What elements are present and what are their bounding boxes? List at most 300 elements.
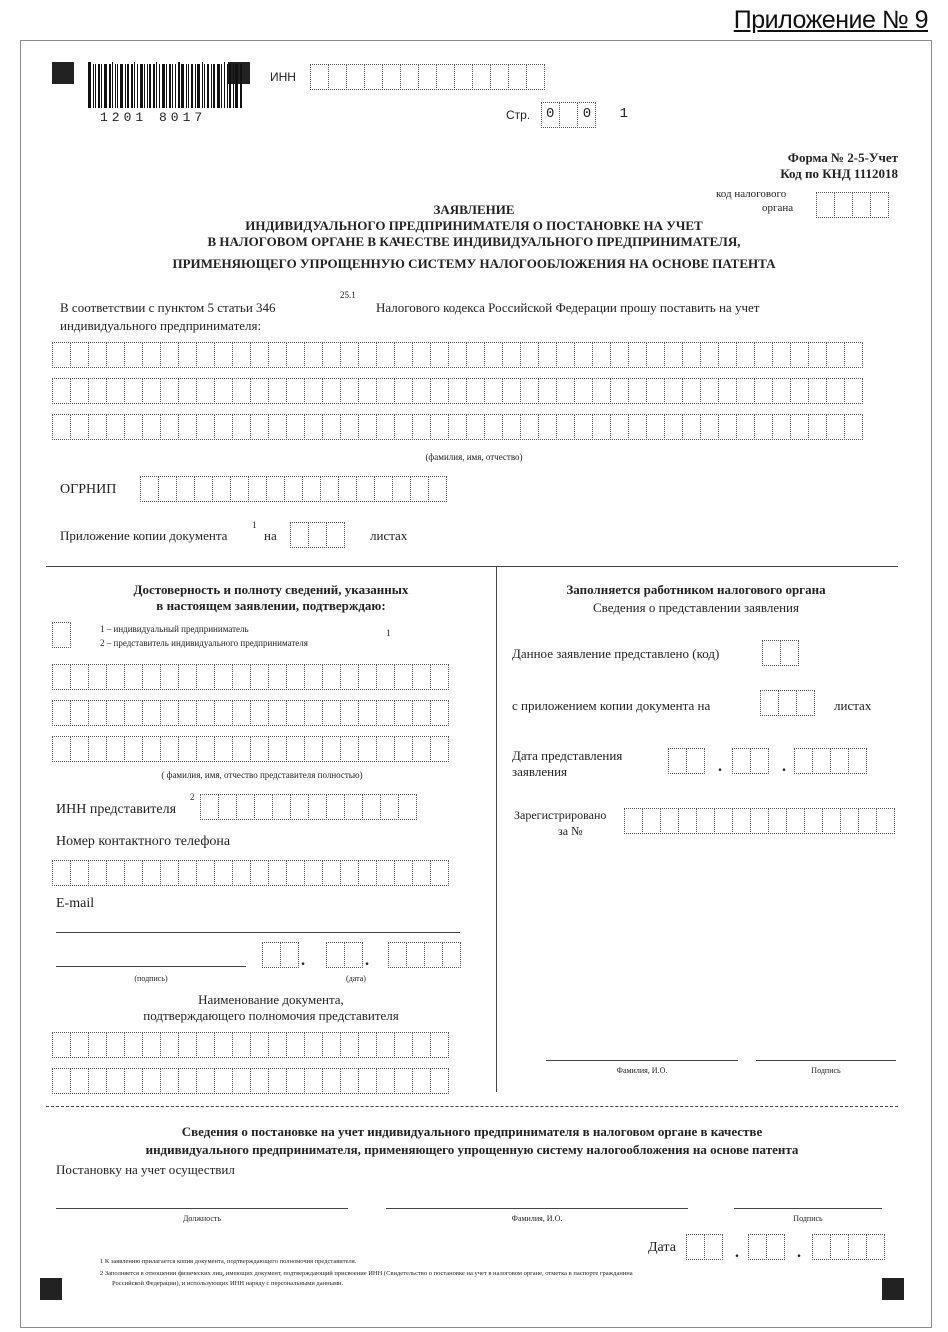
form-cell[interactable] <box>484 378 503 404</box>
form-cell[interactable] <box>142 378 161 404</box>
form-cell[interactable] <box>718 414 737 440</box>
form-cell[interactable] <box>142 1068 161 1094</box>
form-cell[interactable] <box>88 664 107 690</box>
form-cell[interactable] <box>196 378 215 404</box>
form-cell[interactable] <box>232 860 251 886</box>
form-cell[interactable] <box>682 342 701 368</box>
form-cell[interactable] <box>52 622 71 648</box>
form-cell[interactable] <box>574 378 593 404</box>
form-cell[interactable] <box>194 476 213 502</box>
form-cell[interactable] <box>304 664 323 690</box>
form-cell[interactable] <box>448 414 467 440</box>
right-date-month[interactable] <box>732 748 768 774</box>
form-cell[interactable] <box>196 1032 215 1058</box>
form-cell[interactable] <box>232 378 251 404</box>
form-cell[interactable] <box>502 378 521 404</box>
form-cell[interactable] <box>394 700 413 726</box>
form-cell[interactable] <box>196 736 215 762</box>
form-cell[interactable] <box>304 378 323 404</box>
form-cell[interactable] <box>142 1032 161 1058</box>
form-cell[interactable] <box>808 414 827 440</box>
form-cell[interactable] <box>466 414 485 440</box>
form-cell[interactable] <box>436 64 455 90</box>
form-cell[interactable] <box>398 794 417 820</box>
form-cell[interactable] <box>358 342 377 368</box>
form-cell[interactable] <box>754 414 773 440</box>
inn-rep-cells[interactable] <box>200 794 416 820</box>
form-cell[interactable] <box>232 1068 251 1094</box>
form-cell[interactable] <box>268 700 287 726</box>
form-cell[interactable] <box>356 476 375 502</box>
form-cell[interactable] <box>178 664 197 690</box>
form-cell[interactable] <box>732 748 751 774</box>
form-cell[interactable] <box>52 414 71 440</box>
form-cell[interactable] <box>772 342 791 368</box>
form-cell[interactable] <box>232 736 251 762</box>
form-cell[interactable] <box>232 664 251 690</box>
form-cell[interactable] <box>178 860 197 886</box>
form-cell[interactable] <box>732 808 751 834</box>
form-cell[interactable] <box>124 378 143 404</box>
form-cell[interactable] <box>778 690 797 716</box>
form-cell[interactable] <box>790 414 809 440</box>
form-cell[interactable] <box>310 64 329 90</box>
form-cell[interactable] <box>556 342 575 368</box>
form-cell[interactable] <box>232 342 251 368</box>
form-cell[interactable] <box>290 794 309 820</box>
form-cell[interactable] <box>812 1234 831 1260</box>
form-cell[interactable] <box>394 414 413 440</box>
form-cell[interactable] <box>160 700 179 726</box>
form-cell[interactable] <box>212 476 231 502</box>
form-cell[interactable] <box>430 1032 449 1058</box>
form-cell[interactable] <box>766 1234 785 1260</box>
form-cell[interactable] <box>748 1234 767 1260</box>
form-cell[interactable] <box>340 414 359 440</box>
doc-name-row-2[interactable] <box>52 1068 448 1094</box>
form-cell[interactable] <box>52 736 71 762</box>
form-cell[interactable] <box>70 700 89 726</box>
form-cell[interactable] <box>142 736 161 762</box>
right-sheets-cells[interactable] <box>760 690 814 716</box>
form-cell[interactable] <box>320 476 339 502</box>
form-cell[interactable] <box>304 342 323 368</box>
form-cell[interactable] <box>304 1068 323 1094</box>
form-cell[interactable] <box>484 342 503 368</box>
form-cell[interactable] <box>266 476 285 502</box>
form-cell[interactable] <box>682 414 701 440</box>
form-cell[interactable] <box>772 378 791 404</box>
right-date-year[interactable] <box>794 748 866 774</box>
form-cell[interactable] <box>664 342 683 368</box>
form-cell[interactable] <box>526 64 545 90</box>
form-cell[interactable] <box>52 342 71 368</box>
form-cell[interactable] <box>142 342 161 368</box>
doc-name-row-1[interactable] <box>52 1032 448 1058</box>
form-cell[interactable] <box>322 860 341 886</box>
form-cell[interactable] <box>430 736 449 762</box>
registration-number-cells[interactable] <box>624 808 894 834</box>
form-cell[interactable] <box>200 794 219 820</box>
form-cell[interactable] <box>412 736 431 762</box>
form-cell[interactable] <box>400 64 419 90</box>
right-date-day[interactable] <box>668 748 704 774</box>
form-cell[interactable] <box>262 942 281 968</box>
form-cell[interactable] <box>358 736 377 762</box>
form-cell[interactable] <box>326 942 345 968</box>
form-cell[interactable] <box>88 736 107 762</box>
form-cell[interactable] <box>430 378 449 404</box>
form-cell[interactable] <box>364 64 383 90</box>
form-cell[interactable] <box>848 748 867 774</box>
form-cell[interactable] <box>382 64 401 90</box>
form-cell[interactable] <box>394 860 413 886</box>
form-cell[interactable] <box>284 476 303 502</box>
form-cell[interactable] <box>322 378 341 404</box>
form-cell[interactable] <box>268 664 287 690</box>
form-cell[interactable] <box>340 664 359 690</box>
form-cell[interactable] <box>804 808 823 834</box>
form-cell[interactable] <box>454 64 473 90</box>
form-cell[interactable] <box>160 664 179 690</box>
form-cell[interactable] <box>124 736 143 762</box>
form-cell[interactable] <box>412 342 431 368</box>
form-cell[interactable] <box>124 700 143 726</box>
form-cell[interactable] <box>538 414 557 440</box>
form-cell[interactable] <box>704 1234 723 1260</box>
form-cell[interactable] <box>772 414 791 440</box>
form-cell[interactable] <box>830 748 849 774</box>
form-cell[interactable] <box>394 378 413 404</box>
form-cell[interactable] <box>448 342 467 368</box>
form-cell[interactable] <box>358 1032 377 1058</box>
form-cell[interactable] <box>794 748 813 774</box>
form-cell[interactable] <box>826 414 845 440</box>
form-cell[interactable] <box>430 342 449 368</box>
form-cell[interactable] <box>322 736 341 762</box>
form-cell[interactable] <box>466 342 485 368</box>
form-cell[interactable] <box>232 414 251 440</box>
form-cell[interactable] <box>88 342 107 368</box>
form-cell[interactable] <box>268 1068 287 1094</box>
form-cell[interactable] <box>196 664 215 690</box>
phone-cells[interactable] <box>52 860 448 886</box>
form-cell[interactable] <box>214 700 233 726</box>
form-cell[interactable] <box>790 342 809 368</box>
form-cell[interactable] <box>214 378 233 404</box>
form-cell[interactable] <box>412 414 431 440</box>
form-cell[interactable] <box>346 64 365 90</box>
form-cell[interactable] <box>88 378 107 404</box>
form-cell[interactable] <box>304 414 323 440</box>
form-cell[interactable] <box>628 342 647 368</box>
form-cell[interactable] <box>844 414 863 440</box>
form-cell[interactable] <box>682 378 701 404</box>
form-cell[interactable] <box>686 748 705 774</box>
form-cell[interactable] <box>340 1032 359 1058</box>
confirm-type-cell[interactable] <box>52 622 70 648</box>
form-cell[interactable] <box>866 1234 885 1260</box>
form-cell[interactable] <box>762 640 781 666</box>
form-cell[interactable] <box>70 378 89 404</box>
form-cell[interactable] <box>844 378 863 404</box>
form-cell[interactable] <box>808 378 827 404</box>
form-cell[interactable] <box>538 342 557 368</box>
form-cell[interactable] <box>106 700 125 726</box>
form-cell[interactable] <box>304 860 323 886</box>
form-cell[interactable] <box>412 860 431 886</box>
form-cell[interactable] <box>646 342 665 368</box>
form-cell[interactable] <box>388 942 407 968</box>
form-cell[interactable] <box>844 342 863 368</box>
form-cell[interactable] <box>142 414 161 440</box>
form-cell[interactable] <box>250 664 269 690</box>
form-cell[interactable] <box>796 690 815 716</box>
form-cell[interactable] <box>412 1032 431 1058</box>
form-cell[interactable] <box>448 378 467 404</box>
form-cell[interactable] <box>176 476 195 502</box>
form-cell[interactable] <box>466 378 485 404</box>
form-cell[interactable] <box>52 378 71 404</box>
form-cell[interactable] <box>268 342 287 368</box>
form-cell[interactable] <box>394 664 413 690</box>
form-cell[interactable] <box>88 414 107 440</box>
form-cell[interactable] <box>380 794 399 820</box>
form-cell[interactable] <box>686 1234 705 1260</box>
rep-fio-row-3[interactable] <box>52 736 448 762</box>
form-cell[interactable] <box>214 1068 233 1094</box>
form-cell[interactable] <box>248 476 267 502</box>
form-cell[interactable] <box>736 342 755 368</box>
form-cell[interactable] <box>52 1068 71 1094</box>
form-cell[interactable] <box>106 1032 125 1058</box>
form-cell[interactable] <box>520 378 539 404</box>
form-cell[interactable] <box>250 700 269 726</box>
form-cell[interactable] <box>326 794 345 820</box>
form-cell[interactable] <box>556 414 575 440</box>
form-cell[interactable] <box>302 476 321 502</box>
form-cell[interactable] <box>430 1068 449 1094</box>
form-cell[interactable] <box>286 414 305 440</box>
form-cell[interactable] <box>322 1032 341 1058</box>
form-cell[interactable] <box>214 342 233 368</box>
form-cell[interactable] <box>362 794 381 820</box>
form-cell[interactable] <box>272 794 291 820</box>
form-cell[interactable] <box>424 942 443 968</box>
form-cell[interactable] <box>406 942 425 968</box>
form-cell[interactable] <box>70 736 89 762</box>
form-cell[interactable] <box>338 476 357 502</box>
form-cell[interactable] <box>754 378 773 404</box>
form-cell[interactable] <box>124 342 143 368</box>
form-cell[interactable] <box>322 664 341 690</box>
form-cell[interactable] <box>574 342 593 368</box>
form-cell[interactable] <box>718 378 737 404</box>
form-cell[interactable] <box>822 808 841 834</box>
form-cell[interactable] <box>830 1234 849 1260</box>
rep-fio-row-2[interactable] <box>52 700 448 726</box>
form-cell[interactable] <box>876 808 895 834</box>
form-cell[interactable] <box>254 794 273 820</box>
attachment-sheets-cells[interactable] <box>290 522 344 548</box>
form-cell[interactable] <box>760 690 779 716</box>
form-cell[interactable] <box>358 700 377 726</box>
form-cell[interactable] <box>520 414 539 440</box>
form-cell[interactable] <box>826 378 845 404</box>
bottom-date-month[interactable] <box>748 1234 784 1260</box>
form-cell[interactable] <box>106 664 125 690</box>
form-cell[interactable] <box>124 664 143 690</box>
form-cell[interactable] <box>268 860 287 886</box>
form-cell[interactable] <box>410 476 429 502</box>
form-cell[interactable] <box>250 1032 269 1058</box>
form-cell[interactable] <box>250 414 269 440</box>
bottom-date-year[interactable] <box>812 1234 884 1260</box>
form-cell[interactable] <box>268 378 287 404</box>
form-cell[interactable] <box>376 736 395 762</box>
form-cell[interactable] <box>678 808 697 834</box>
form-cell[interactable] <box>106 378 125 404</box>
form-cell[interactable] <box>790 378 809 404</box>
form-cell[interactable] <box>696 808 715 834</box>
form-cell[interactable] <box>848 1234 867 1260</box>
fio-row-3[interactable] <box>52 414 862 440</box>
form-cell[interactable] <box>412 700 431 726</box>
form-cell[interactable] <box>556 378 575 404</box>
form-cell[interactable] <box>52 860 71 886</box>
form-cell[interactable] <box>178 1068 197 1094</box>
form-cell[interactable] <box>160 1068 179 1094</box>
form-cell[interactable] <box>196 860 215 886</box>
left-date-year[interactable] <box>388 942 460 968</box>
form-cell[interactable] <box>88 1032 107 1058</box>
form-cell[interactable] <box>428 476 447 502</box>
form-cell[interactable] <box>124 1032 143 1058</box>
form-cell[interactable] <box>736 414 755 440</box>
form-cell[interactable] <box>250 342 269 368</box>
form-cell[interactable] <box>394 736 413 762</box>
form-cell[interactable] <box>178 414 197 440</box>
form-cell[interactable] <box>286 736 305 762</box>
form-cell[interactable] <box>106 342 125 368</box>
form-cell[interactable] <box>308 794 327 820</box>
form-cell[interactable] <box>358 378 377 404</box>
form-cell[interactable] <box>660 808 679 834</box>
form-cell[interactable] <box>304 1032 323 1058</box>
form-cell[interactable] <box>610 378 629 404</box>
form-cell[interactable] <box>178 1032 197 1058</box>
form-cell[interactable] <box>158 476 177 502</box>
form-cell[interactable] <box>538 378 557 404</box>
form-cell[interactable] <box>196 414 215 440</box>
form-cell[interactable] <box>376 1068 395 1094</box>
form-cell[interactable] <box>642 808 661 834</box>
form-cell[interactable] <box>70 1032 89 1058</box>
form-cell[interactable] <box>52 700 71 726</box>
form-cell[interactable] <box>376 414 395 440</box>
form-cell[interactable] <box>808 342 827 368</box>
form-cell[interactable] <box>328 64 347 90</box>
form-cell[interactable] <box>160 342 179 368</box>
form-cell[interactable] <box>124 860 143 886</box>
form-cell[interactable] <box>392 476 411 502</box>
form-cell[interactable] <box>286 378 305 404</box>
form-cell[interactable] <box>484 414 503 440</box>
form-cell[interactable] <box>442 942 461 968</box>
form-cell[interactable] <box>376 700 395 726</box>
form-cell[interactable] <box>70 664 89 690</box>
form-cell[interactable] <box>106 736 125 762</box>
ogrnip-cells[interactable] <box>140 476 446 502</box>
form-cell[interactable] <box>106 414 125 440</box>
form-cell[interactable] <box>236 794 255 820</box>
form-cell[interactable] <box>520 342 539 368</box>
form-cell[interactable] <box>394 1068 413 1094</box>
fio-row-1[interactable] <box>52 342 862 368</box>
form-cell[interactable] <box>664 378 683 404</box>
form-cell[interactable] <box>502 342 521 368</box>
form-cell[interactable] <box>610 342 629 368</box>
form-cell[interactable] <box>106 1068 125 1094</box>
form-cell[interactable] <box>628 378 647 404</box>
form-cell[interactable] <box>754 342 773 368</box>
form-cell[interactable] <box>508 64 527 90</box>
form-cell[interactable] <box>646 378 665 404</box>
form-cell[interactable] <box>376 1032 395 1058</box>
form-cell[interactable] <box>52 1032 71 1058</box>
form-cell[interactable] <box>160 378 179 404</box>
form-cell[interactable] <box>322 342 341 368</box>
form-cell[interactable] <box>430 664 449 690</box>
form-cell[interactable] <box>178 378 197 404</box>
form-cell[interactable] <box>308 522 327 548</box>
form-cell[interactable] <box>768 808 787 834</box>
left-date-day[interactable] <box>262 942 298 968</box>
form-cell[interactable] <box>142 700 161 726</box>
form-cell[interactable] <box>142 860 161 886</box>
form-cell[interactable] <box>268 1032 287 1058</box>
form-cell[interactable] <box>88 700 107 726</box>
form-cell[interactable] <box>88 1068 107 1094</box>
form-cell[interactable] <box>106 860 125 886</box>
form-cell[interactable] <box>340 860 359 886</box>
form-cell[interactable] <box>214 1032 233 1058</box>
form-cell[interactable] <box>322 1068 341 1094</box>
form-cell[interactable] <box>280 942 299 968</box>
form-cell[interactable] <box>376 664 395 690</box>
form-cell[interactable] <box>700 342 719 368</box>
form-cell[interactable] <box>340 736 359 762</box>
form-cell[interactable] <box>430 700 449 726</box>
form-cell[interactable] <box>290 522 309 548</box>
form-cell[interactable] <box>88 860 107 886</box>
form-cell[interactable] <box>178 342 197 368</box>
left-date-month[interactable] <box>326 942 362 968</box>
form-cell[interactable] <box>326 522 345 548</box>
form-cell[interactable] <box>340 342 359 368</box>
form-cell[interactable] <box>412 378 431 404</box>
form-cell[interactable] <box>490 64 509 90</box>
form-cell[interactable] <box>358 414 377 440</box>
form-cell[interactable] <box>160 1032 179 1058</box>
form-cell[interactable] <box>70 860 89 886</box>
submitted-code-cells[interactable] <box>762 640 798 666</box>
form-cell[interactable] <box>250 1068 269 1094</box>
form-cell[interactable] <box>736 378 755 404</box>
form-cell[interactable] <box>628 414 647 440</box>
form-cell[interactable] <box>418 64 437 90</box>
form-cell[interactable] <box>124 1068 143 1094</box>
